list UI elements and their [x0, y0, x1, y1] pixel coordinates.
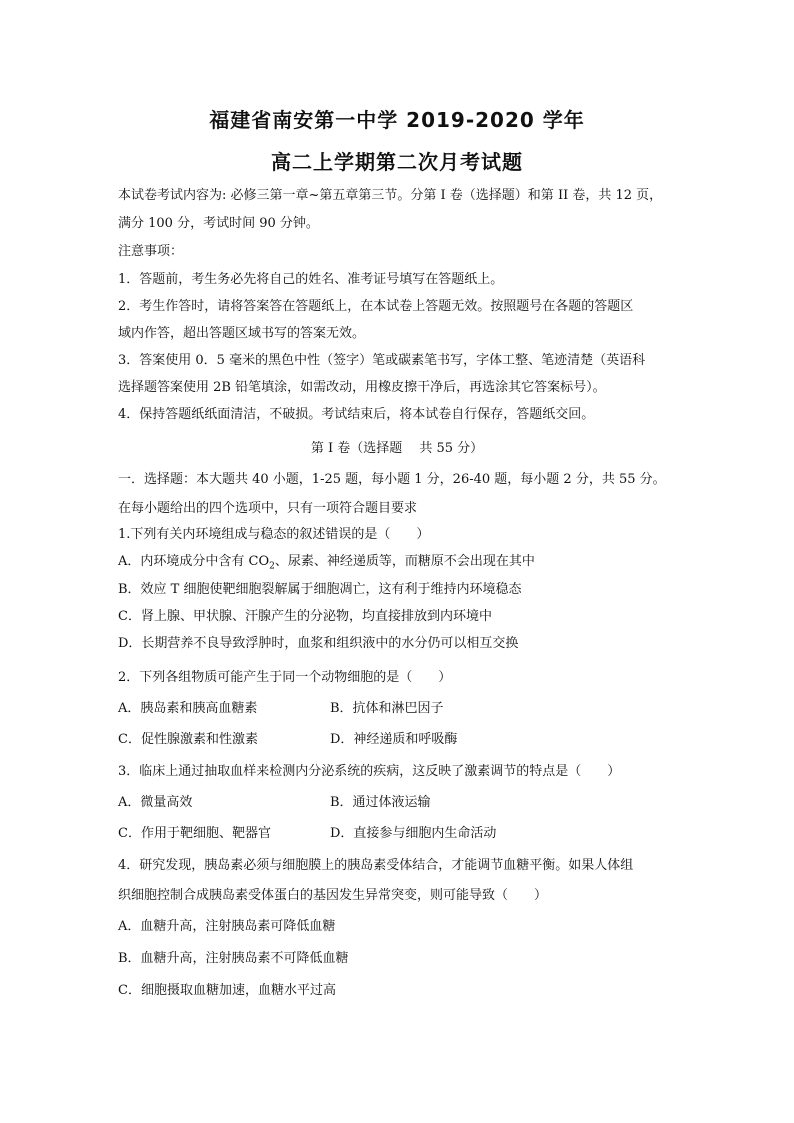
question-4-stem-2: 织细胞控制合成胰岛素受体蛋白的基因发生异常突变，则可能导致（ ）	[118, 888, 548, 903]
document-subtitle: 高二上学期第二次月考试题	[271, 150, 523, 174]
question-3-option-b: B．通过体液运输	[330, 795, 431, 810]
intro-line-1: 本试卷考试内容为: 必修三第一章~第五章第三节。分第 I 卷（选择题）和第 II 卷，共 12 页，	[118, 188, 663, 203]
question-4-stem-1: 4．研究发现，胰岛素必须与细胞膜上的胰岛素受体结合，才能调节血糖平衡。如果人体组	[118, 858, 634, 873]
question-3-option-a: A．微量高效	[118, 795, 193, 810]
intro-line-2: 满分 100 分，考试时间 90 分钟。	[118, 216, 319, 231]
note-4: 4．保持答题纸纸面清洁，不破损。考试结束后，将本试卷自行保存，答题纸交回。	[118, 407, 595, 422]
question-3-option-c: C．作用于靶细胞、靶器官	[118, 826, 271, 841]
question-4-option-a: A．血糖升高，注射胰岛素可降低血糖	[118, 919, 336, 934]
question-1-stem: 1.下列有关内环境组成与稳态的叙述错误的是（ ）	[118, 527, 430, 542]
question-2-option-b: B．抗体和淋巴因子	[330, 701, 444, 716]
note-3b: 选择题答案使用 2B 铅笔填涂，如需改动，用橡皮擦干净后，再选涂其它答案标号）。	[118, 380, 606, 395]
question-2-option-c: C．促性腺激素和性激素	[118, 732, 258, 747]
note-2b: 域内作答，超出答题区域书写的答案无效。	[118, 326, 366, 341]
section-heading: 第 I 卷（选择题 共 55 分）	[310, 441, 484, 456]
note-1: 1．答题前，考生务必先将自己的姓名、准考证号填写在答题纸上。	[118, 272, 504, 287]
section-instruction-2: 在每小题给出的四个选项中，只有一项符合题目要求	[118, 501, 418, 516]
question-2-option-d: D．神经递质和呼吸酶	[330, 732, 458, 747]
question-1-option-b: B．效应 T 细胞使靶细胞裂解属于细胞凋亡，这有利于维持内环境稳态	[118, 582, 522, 597]
question-3-option-d: D．直接参与细胞内生命活动	[330, 826, 497, 841]
question-4-option-b: B．血糖升高，注射胰岛素不可降低血糖	[118, 951, 349, 966]
question-4-option-c: C．细胞摄取血糖加速，血糖水平过高	[118, 983, 336, 998]
note-3a: 3．答案使用 0．5 毫米的黑色中性（签字）笔或碳素笔书写，字体工整、笔迹清楚（英语科	[118, 353, 646, 368]
question-3-stem: 3．临床上通过抽取血样来检测内分泌系统的疾病，这反映了激素调节的特点是（ ）	[118, 764, 621, 779]
document-title: 福建省南安第一中学 2019-2020 学年	[209, 108, 585, 132]
co2-subscript: 2	[269, 561, 275, 572]
question-1-option-a	[118, 552, 535, 572]
question-1-option-c: C．肾上腺、甲状腺、汗腺产生的分泌物，均直接排放到内环境中	[118, 609, 492, 624]
notes-heading: 注意事项：	[118, 244, 184, 259]
option-a-text-end: 、尿素、神经递质等，而糖原不会出现在其中	[274, 554, 535, 569]
question-1-option-d: D．长期营养不良导致浮肿时，血浆和组织液中的水分仍可以相互交换	[118, 636, 519, 651]
option-a-text-start: A．内环境成分中含有 CO	[118, 554, 270, 569]
question-2-stem: 2．下列各组物质可能产生于同一个动物细胞的是（ ）	[118, 670, 452, 685]
question-2-option-a: A．胰岛素和胰高血糖素	[118, 701, 258, 716]
section-instruction-1: 一．选择题：本大题共 40 小题，1-25 题，每小题 1 分，26-40 题，每小题 2 分，共 55 分。	[118, 472, 666, 487]
note-2a: 2．考生作答时，请将答案答在答题纸上，在本试卷上答题无效。按照题号在各题的答题区	[118, 299, 634, 314]
